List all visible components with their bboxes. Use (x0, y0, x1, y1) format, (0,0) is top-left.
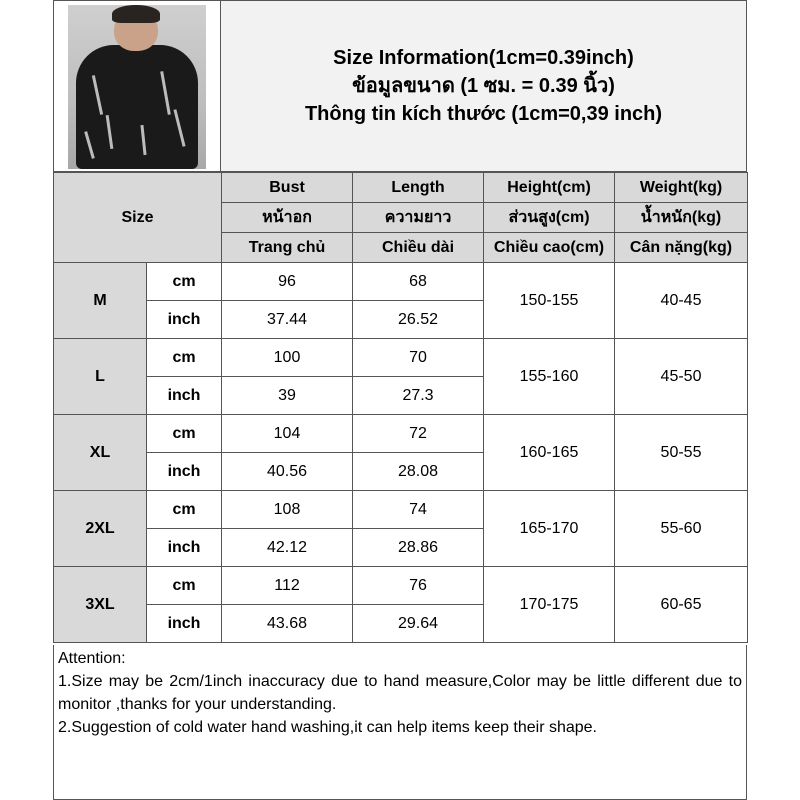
attention-heading: Attention: (58, 650, 126, 667)
length-inch: 27.3 (353, 377, 484, 415)
col-height-vi: Chiều cao(cm) (484, 233, 615, 263)
unit-inch: inch (147, 453, 222, 491)
shirt-shape (76, 45, 198, 169)
bust-inch: 43.68 (222, 605, 353, 643)
table-row (54, 415, 748, 453)
col-bust-th: หน้าอก (222, 203, 353, 233)
col-weight-th: น้ำหนัก(kg) (615, 203, 748, 233)
bust-cm: 100 (222, 339, 353, 377)
length-cm: 76 (353, 567, 484, 605)
bust-inch: 40.56 (222, 453, 353, 491)
length-cm: 70 (353, 339, 484, 377)
col-height-en: Height(cm) (484, 173, 615, 203)
title-block (221, 0, 747, 172)
table-row (54, 567, 748, 605)
unit-inch: inch (147, 529, 222, 567)
height-range: 155-160 (484, 339, 615, 415)
attention-notes (53, 645, 747, 800)
title-english: Size Information(1cm=0.39inch) (333, 47, 634, 69)
length-inch: 28.08 (353, 453, 484, 491)
weight-range: 55-60 (615, 491, 748, 567)
col-length-en: Length (353, 173, 484, 203)
unit-inch: inch (147, 605, 222, 643)
size-label: 3XL (54, 567, 147, 643)
bust-inch: 42.12 (222, 529, 353, 567)
bust-cm: 108 (222, 491, 353, 529)
weight-range: 50-55 (615, 415, 748, 491)
table-row (54, 263, 748, 301)
attention-note-2: 2.Suggestion of cold water hand washing,it can help items keep their shape. (58, 719, 597, 736)
col-length-vi: Chiều dài (353, 233, 484, 263)
title-vietnamese: Thông tin kích thước (1cm=0,39 inch) (304, 103, 663, 125)
product-photo (68, 5, 206, 169)
weight-range: 60-65 (615, 567, 748, 643)
title-thai: ข้อมูลขนาด (1 ซม. = 0.39 นิ้ว) (352, 75, 615, 97)
attention-note-1: 1.Size may be 2cm/1inch inaccuracy due to hand measure,Color may be little different due to monitor ,thanks for your understanding. (58, 673, 742, 713)
col-bust-vi: Trang chủ (222, 233, 353, 263)
col-length-th: ความยาว (353, 203, 484, 233)
bust-cm: 104 (222, 415, 353, 453)
length-cm: 72 (353, 415, 484, 453)
length-inch: 26.52 (353, 301, 484, 339)
length-inch: 28.86 (353, 529, 484, 567)
weight-range: 45-50 (615, 339, 748, 415)
model-hair-shape (112, 5, 160, 23)
size-label: XL (54, 415, 147, 491)
table-row (54, 339, 748, 377)
bust-cm: 96 (222, 263, 353, 301)
length-cm: 74 (353, 491, 484, 529)
length-cm: 68 (353, 263, 484, 301)
col-height-th: ส่วนสูง(cm) (484, 203, 615, 233)
size-label: L (54, 339, 147, 415)
unit-cm: cm (147, 339, 222, 377)
table-row (54, 491, 748, 529)
bust-inch: 37.44 (222, 301, 353, 339)
length-inch: 29.64 (353, 605, 484, 643)
col-weight-vi: Cân nặng(kg) (615, 233, 748, 263)
unit-cm: cm (147, 567, 222, 605)
weight-range: 40-45 (615, 263, 748, 339)
size-label: 2XL (54, 491, 147, 567)
unit-inch: inch (147, 301, 222, 339)
size-header: Size (54, 173, 222, 263)
height-range: 170-175 (484, 567, 615, 643)
product-photo-cell (53, 0, 221, 172)
size-table (53, 172, 748, 643)
col-bust-en: Bust (222, 173, 353, 203)
unit-inch: inch (147, 377, 222, 415)
size-chart (53, 0, 747, 800)
col-weight-en: Weight(kg) (615, 173, 748, 203)
bust-inch: 39 (222, 377, 353, 415)
height-range: 165-170 (484, 491, 615, 567)
unit-cm: cm (147, 263, 222, 301)
height-range: 160-165 (484, 415, 615, 491)
height-range: 150-155 (484, 263, 615, 339)
unit-cm: cm (147, 415, 222, 453)
unit-cm: cm (147, 491, 222, 529)
bust-cm: 112 (222, 567, 353, 605)
size-label: M (54, 263, 147, 339)
